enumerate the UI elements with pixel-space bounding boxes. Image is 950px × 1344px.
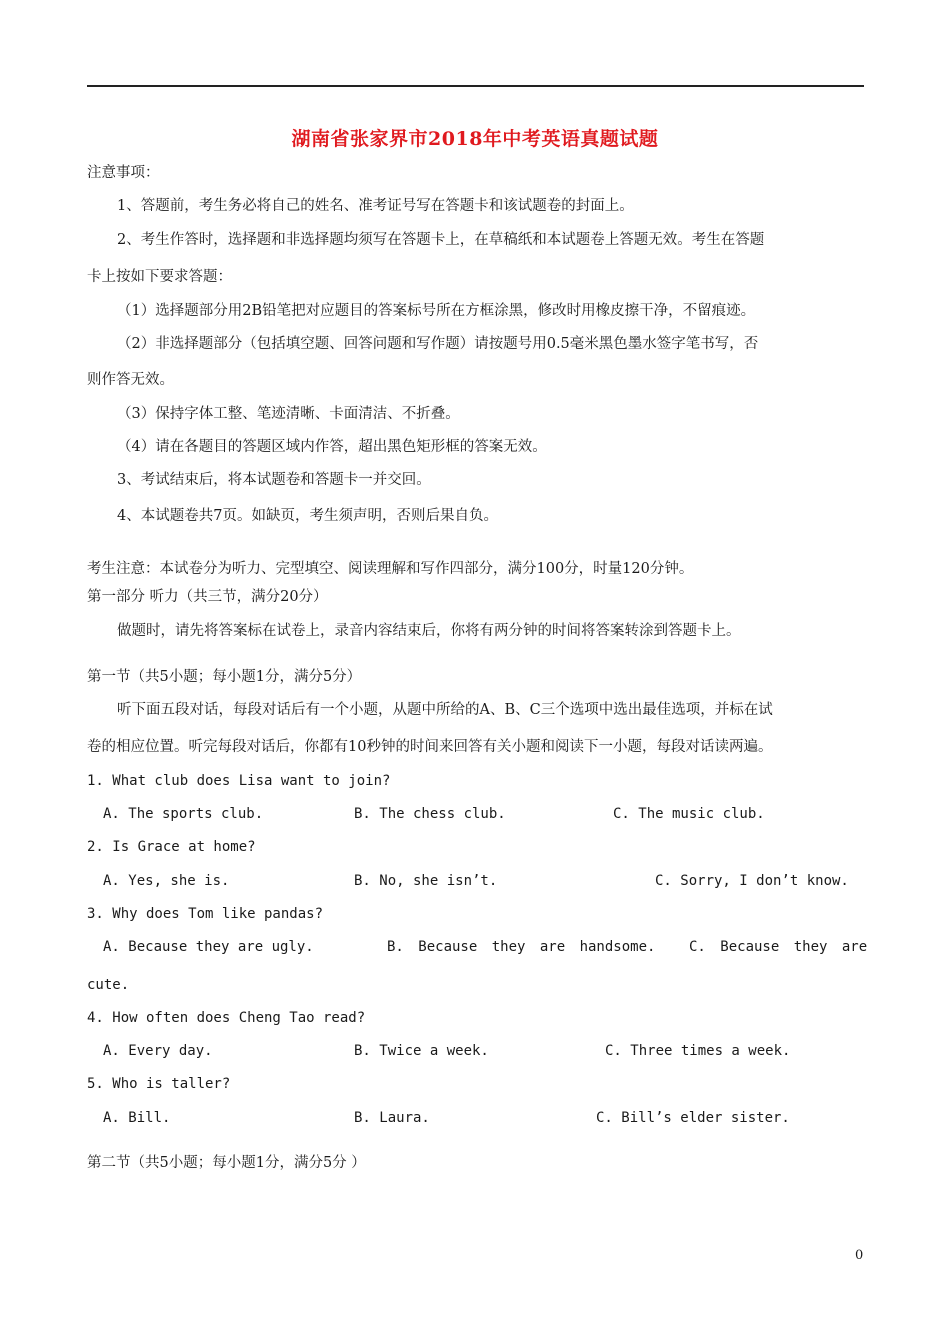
section1-instruction-b: 卷的相应位置。听完每段对话后，你都有10秒钟的时间来回答有关小题和阅读下一小题，每段对话读两遍。	[87, 739, 773, 755]
option-b: B. The chess club.	[354, 806, 506, 822]
option-c: C. Bill’s elder sister.	[596, 1110, 790, 1126]
question-stem: 1. What club does Lisa want to join?	[87, 773, 391, 789]
notice-item-2a: 2、考生作答时，选择题和非选择题均须写在答题卡上，在草稿纸和本试题卷上答题无效。考生在答题	[117, 232, 765, 248]
option-c: C. Sorry, I don’t know.	[655, 873, 849, 889]
notice-sub-4: （4）请在各题目的答题区域内作答，超出黑色矩形框的答案无效。	[117, 439, 547, 455]
notice-item-2b: 卡上按如下要求答题：	[87, 269, 232, 285]
option-a: A. The sports club.	[103, 806, 264, 822]
option-b: B. Because they are handsome.	[387, 939, 656, 955]
notice-sub-2b: 则作答无效。	[87, 372, 174, 388]
question-stem: 3. Why does Tom like pandas?	[87, 906, 324, 922]
notice-heading: 注意事项：	[87, 165, 160, 181]
option-c: C. Because they are	[689, 939, 868, 955]
question-stem: 4. How often does Cheng Tao read?	[87, 1010, 366, 1026]
option-a: A. Because they are ugly.	[103, 939, 314, 955]
option-c: C. The music club.	[613, 806, 765, 822]
notice-sub-3: （3）保持字体工整、笔迹清晰、卡面清洁、不折叠。	[117, 406, 460, 422]
option-a: A. Bill.	[103, 1110, 171, 1126]
section1-instruction-a: 听下面五段对话，每段对话后有一个小题，从题中所给的A、B、C三个选项中选出最佳选项，并标在试	[117, 702, 773, 718]
option-b: B. Twice a week.	[354, 1043, 489, 1059]
notice-sub-1: （1）选择题部分用2B铅笔把对应题目的答案标号所在方框涂黑，修改时用橡皮擦干净，不留痕迹。	[117, 303, 756, 319]
option-c-continued: cute.	[87, 977, 130, 993]
option-a: A. Yes, she is.	[103, 873, 230, 889]
option-b: B. Laura.	[354, 1110, 430, 1126]
page-title: 湖南省张家界市2018年中考英语真题试题	[291, 128, 659, 150]
option-a: A. Every day.	[103, 1043, 213, 1059]
question-stem: 5. Who is taller?	[87, 1076, 231, 1092]
exam-note: 考生注意：本试卷分为听力、完型填空、阅读理解和写作四部分，满分100分，时量120分钟。	[87, 561, 694, 577]
notice-item-3: 3、考试结束后，将本试题卷和答题卡一并交回。	[117, 472, 431, 488]
option-c: C. Three times a week.	[605, 1043, 791, 1059]
notice-item-4: 4、本试题卷共7页。如缺页，考生须声明，否则后果自负。	[117, 508, 498, 524]
question-stem: 2. Is Grace at home?	[87, 839, 256, 855]
notice-item-1: 1、答题前，考生务必将自己的姓名、准考证号写在答题卡和该试题卷的封面上。	[117, 198, 634, 214]
page-number: 0	[855, 1248, 864, 1263]
header-rule	[87, 85, 864, 87]
section2-heading: 第二节（共5小题；每小题1分，满分5分 ）	[87, 1155, 366, 1171]
notice-sub-2a: （2）非选择题部分（包括填空题、回答问题和写作题）请按题号用0.5毫米黑色墨水签字笔书写，否	[117, 336, 759, 352]
section1-heading: 第一节（共5小题；每小题1分，满分5分）	[87, 669, 362, 685]
option-b: B. No, she isn’t.	[354, 873, 498, 889]
part1-instruction: 做题时，请先将答案标在试卷上，录音内容结束后，你将有两分钟的时间将答案转涂到答题卡上。	[117, 623, 741, 639]
part1-heading: 第一部分 听力（共三节，满分20分）	[87, 589, 328, 605]
